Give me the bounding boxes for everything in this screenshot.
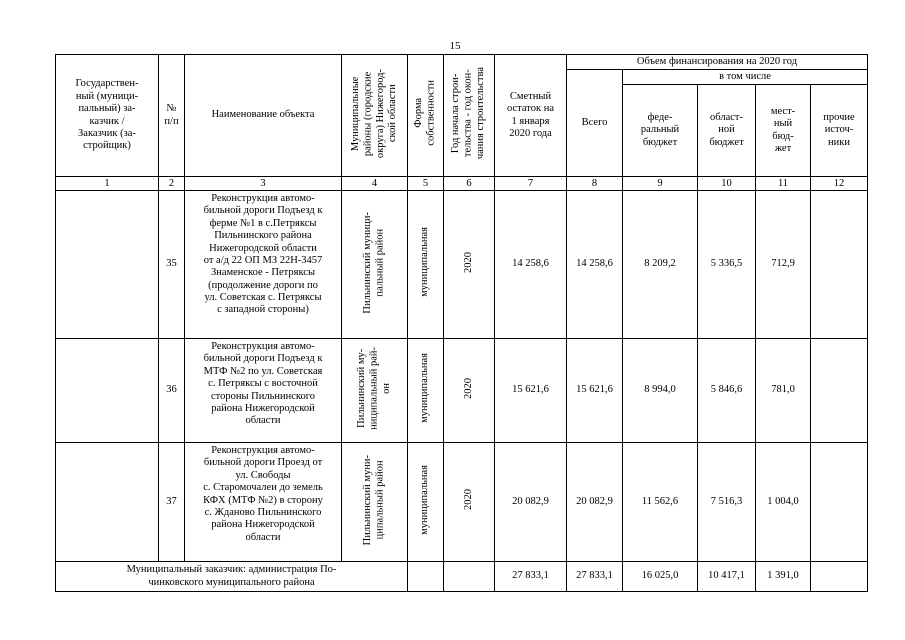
- header-object-name: Наименование объекта: [185, 55, 342, 177]
- row-local: 1 004,0: [756, 443, 811, 562]
- row-regional: 5 846,6: [698, 339, 756, 443]
- row-other: [811, 191, 868, 339]
- row-number: 35: [159, 191, 185, 339]
- column-number: 8: [567, 177, 623, 191]
- page-number: 15: [449, 40, 461, 52]
- footer-customer-label: Муниципальный заказчик: администрация По- чинковского муниципального района: [56, 562, 408, 592]
- row-federal: 11 562,6: [623, 443, 698, 562]
- footer-regional: 10 417,1: [698, 562, 756, 592]
- row-estimate: 14 258,6: [495, 191, 567, 339]
- row-year: 2020: [444, 339, 495, 443]
- financing-table: [55, 54, 868, 592]
- column-number: 1: [56, 177, 159, 191]
- footer-federal: 16 025,0: [623, 562, 698, 592]
- header-district: Муниципальные районы (городские округа) Нижегород- ской области: [342, 55, 408, 177]
- footer-estimate: 27 833,1: [495, 562, 567, 592]
- row-total: 14 258,6: [567, 191, 623, 339]
- header-other: прочие источ- ники: [811, 85, 868, 177]
- footer-local: 1 391,0: [756, 562, 811, 592]
- column-number-row: [56, 177, 868, 191]
- row-year: 2020: [444, 443, 495, 562]
- column-number: 5: [408, 177, 444, 191]
- footer-other: [811, 562, 868, 592]
- row-number: 37: [159, 443, 185, 562]
- column-number: 9: [623, 177, 698, 191]
- row-local: 781,0: [756, 339, 811, 443]
- header-including: в том числе: [623, 70, 868, 85]
- footer-total: 27 833,1: [567, 562, 623, 592]
- row-object-name: Реконструкция автомо- бильной дороги Подъезд к МТФ №2 по ул. Советская с. Петряксы с восточной стороны Пильнинского района Нижегородской области: [185, 339, 342, 443]
- row-other: [811, 339, 868, 443]
- column-number: 4: [342, 177, 408, 191]
- header-regional: област- ной бюджет: [698, 85, 756, 177]
- column-number: 11: [756, 177, 811, 191]
- header-funding-title: Объем финансирования на 2020 год: [567, 55, 868, 70]
- row-district: Пильнинский му- ниципальный рай- он: [342, 339, 408, 443]
- row-federal: 8 209,2: [623, 191, 698, 339]
- row-local: 712,9: [756, 191, 811, 339]
- column-number: 3: [185, 177, 342, 191]
- header-federal: феде- ральный бюджет: [623, 85, 698, 177]
- header-years: Год начала строи- тельства - год окон- чания строительства: [444, 55, 495, 177]
- footer-row: [56, 562, 868, 592]
- column-number: 12: [811, 177, 868, 191]
- row-regional: 5 336,5: [698, 191, 756, 339]
- row-district: Пильнинский муници- пальный район: [342, 191, 408, 339]
- column-number: 7: [495, 177, 567, 191]
- table-row: [56, 339, 868, 443]
- row-other: [811, 443, 868, 562]
- header-local: мест- ный бюд- жет: [756, 85, 811, 177]
- row-federal: 8 994,0: [623, 339, 698, 443]
- row-year: 2020: [444, 191, 495, 339]
- header-row-1: [56, 55, 868, 70]
- footer-empty-cell: [408, 562, 444, 592]
- table-row: [56, 191, 868, 339]
- header-customer: Государствен- ный (муници- пальный) за- казчик / Заказчик (за- стройщик): [56, 55, 159, 177]
- row-ownership: муниципальная: [408, 191, 444, 339]
- row-estimate: 15 621,6: [495, 339, 567, 443]
- table-row: [56, 443, 868, 562]
- row-customer-cell: [56, 191, 159, 339]
- row-total: 20 082,9: [567, 443, 623, 562]
- header-ownership: Форма собственности: [408, 55, 444, 177]
- row-customer-cell: [56, 443, 159, 562]
- row-ownership: муниципальная: [408, 443, 444, 562]
- footer-empty-cell: [444, 562, 495, 592]
- header-total: Всего: [567, 70, 623, 177]
- header-estimate: Сметный остаток на 1 января 2020 года: [495, 55, 567, 177]
- header-index: № п/п: [159, 55, 185, 177]
- row-estimate: 20 082,9: [495, 443, 567, 562]
- row-object-name: Реконструкция автомо- бильной дороги Проезд от ул. Свободы с. Старомочалеи до земель КФХ (МТФ №2) в сторону с. Жданово Пильнинского района Нижегородской области: [185, 443, 342, 562]
- row-number: 36: [159, 339, 185, 443]
- row-object-name: Реконструкция автомо- бильной дороги Подъезд к ферме №1 в с.Петряксы Пильнинского района Нижегородской области от а/д 22 ОП МЗ 22Н-3457 Знаменское - Петряксы (продолжение дороги по ул. Советская с. Петряксы с западной стороны): [185, 191, 342, 339]
- row-customer-cell: [56, 339, 159, 443]
- column-number: 10: [698, 177, 756, 191]
- row-total: 15 621,6: [567, 339, 623, 443]
- column-number: 2: [159, 177, 185, 191]
- row-regional: 7 516,3: [698, 443, 756, 562]
- row-ownership: муниципальная: [408, 339, 444, 443]
- row-district: Пильнинский муни- ципальный район: [342, 443, 408, 562]
- column-number: 6: [444, 177, 495, 191]
